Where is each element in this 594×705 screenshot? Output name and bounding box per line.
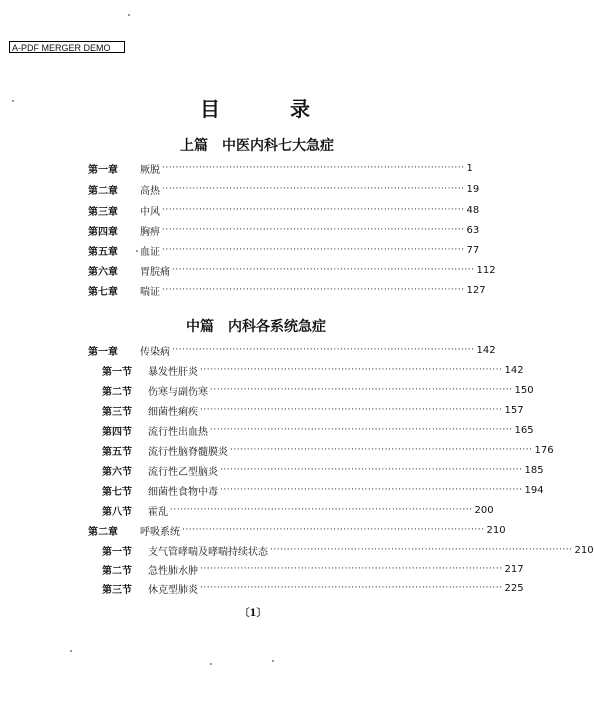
page-ref: 150 bbox=[514, 384, 534, 396]
dot-leader: ·························································································· bbox=[200, 564, 503, 574]
page-ref: 48 bbox=[466, 204, 480, 216]
chapter-title: 传染病 bbox=[140, 346, 170, 358]
toc-entry[interactable] bbox=[88, 242, 480, 258]
section-label: 第二节 bbox=[102, 565, 132, 577]
part1-heading-title: 中医内科七大急症 bbox=[222, 138, 334, 154]
chapter-label: 第四章 bbox=[88, 226, 118, 238]
dot-leader: ·························································································· bbox=[162, 205, 465, 215]
toc-entry[interactable] bbox=[102, 502, 494, 518]
chapter-label: 第七章 bbox=[88, 286, 118, 298]
page-ref: 127 bbox=[466, 284, 486, 296]
section-title: 流行性脑脊髓膜炎 bbox=[148, 446, 228, 458]
dot-leader: ·························································································· bbox=[220, 485, 523, 495]
toc-entry[interactable] bbox=[102, 561, 524, 577]
part2-heading-label: 中篇 bbox=[186, 319, 214, 335]
toc-entry[interactable] bbox=[102, 462, 544, 478]
chapter-title: 呼吸系统 bbox=[140, 526, 180, 538]
section-title: 细菌性食物中毒 bbox=[148, 486, 218, 498]
page-ref: 225 bbox=[504, 582, 524, 594]
part1-heading bbox=[180, 135, 334, 155]
page-ref: 210 bbox=[486, 524, 506, 536]
page-ref: 217 bbox=[504, 563, 524, 575]
section-title: 流行性乙型脑炎 bbox=[148, 466, 218, 478]
section-label: 第二节 bbox=[102, 386, 132, 398]
dot-leader: ·························································································· bbox=[230, 445, 533, 455]
toc-entry[interactable] bbox=[102, 362, 524, 378]
toc-entry[interactable] bbox=[102, 422, 534, 438]
scan-speck bbox=[12, 100, 14, 102]
dot-leader: ·························································································· bbox=[200, 405, 503, 415]
page-title bbox=[200, 93, 310, 119]
page-ref: 142 bbox=[476, 344, 496, 356]
dot-leader: ·························································································· bbox=[220, 465, 523, 475]
section-label: 第一节 bbox=[102, 366, 132, 378]
toc-entry[interactable] bbox=[102, 402, 524, 418]
dot-leader: ·························································································· bbox=[162, 184, 465, 194]
section-title: 伤寒与副伤寒 bbox=[148, 386, 208, 398]
watermark-label: A-PDF MERGER DEMO bbox=[9, 41, 125, 53]
page-ref: 112 bbox=[476, 264, 496, 276]
dot-leader: ·························································································· bbox=[170, 505, 473, 515]
page-ref: 1 bbox=[466, 162, 473, 174]
toc-entry[interactable] bbox=[88, 522, 506, 538]
dot-leader: ·························································································· bbox=[200, 365, 503, 375]
chapter-label: 第五章 bbox=[88, 246, 118, 258]
page-ref: 165 bbox=[514, 424, 534, 436]
toc-entry[interactable] bbox=[88, 181, 480, 197]
page-ref: 142 bbox=[504, 364, 524, 376]
chapter-title: 胸痹 bbox=[140, 226, 160, 238]
part2-heading bbox=[186, 316, 326, 336]
chapter-title: 高热 bbox=[140, 185, 160, 197]
chapter-label: 第二章 bbox=[88, 185, 118, 197]
chapter-label: 第一章 bbox=[88, 346, 118, 358]
section-label: 第三节 bbox=[102, 584, 132, 596]
scan-speck bbox=[128, 14, 130, 16]
section-title: 流行性出血热 bbox=[148, 426, 208, 438]
page-ref: 157 bbox=[504, 404, 524, 416]
dot-leader: ·························································································· bbox=[182, 525, 485, 535]
section-title: 支气管哮喘及哮喘持续状态 bbox=[148, 546, 268, 558]
toc-entry[interactable] bbox=[102, 482, 544, 498]
toc-entry[interactable] bbox=[102, 442, 554, 458]
chapter-title: 喘证 bbox=[140, 286, 160, 298]
page-ref: 176 bbox=[534, 444, 554, 456]
section-label: 第七节 bbox=[102, 486, 132, 498]
toc-entry[interactable] bbox=[102, 382, 534, 398]
section-label: 第四节 bbox=[102, 426, 132, 438]
toc-entry[interactable] bbox=[88, 282, 486, 298]
section-label: 第三节 bbox=[102, 406, 132, 418]
toc-entry[interactable] bbox=[102, 580, 524, 596]
scan-speck bbox=[210, 663, 212, 665]
section-label: 第五节 bbox=[102, 446, 132, 458]
page-ref: 200 bbox=[474, 504, 494, 516]
title-char-2: 录 bbox=[290, 97, 310, 121]
dot-leader: ·························································································· bbox=[210, 425, 513, 435]
toc-entry[interactable] bbox=[88, 202, 480, 218]
dot-leader: ·························································································· bbox=[270, 545, 573, 555]
toc-entry[interactable] bbox=[88, 262, 496, 278]
dot-leader: ·························································································· bbox=[162, 163, 465, 173]
title-char-1: 目 bbox=[200, 97, 220, 121]
section-label: 第一节 bbox=[102, 546, 132, 558]
toc-entry[interactable] bbox=[102, 542, 594, 558]
section-title: 细菌性痢疾 bbox=[148, 406, 198, 418]
chapter-label: 第三章 bbox=[88, 206, 118, 218]
page-ref: 194 bbox=[524, 484, 544, 496]
scan-speck bbox=[70, 650, 72, 652]
toc-entry[interactable] bbox=[88, 160, 473, 176]
page-ref: 210 bbox=[574, 544, 594, 556]
scan-speck bbox=[136, 250, 138, 252]
part1-heading-label: 上篇 bbox=[180, 138, 208, 154]
dot-leader: ·························································································· bbox=[172, 265, 475, 275]
chapter-title: 血证 bbox=[140, 246, 160, 258]
toc-entry[interactable] bbox=[88, 342, 496, 358]
dot-leader: ·························································································· bbox=[162, 245, 465, 255]
toc-entry[interactable] bbox=[88, 222, 480, 238]
dot-leader: ·························································································· bbox=[162, 285, 465, 295]
section-label: 第六节 bbox=[102, 466, 132, 478]
dot-leader: ·························································································· bbox=[200, 583, 503, 593]
page-ref: 63 bbox=[466, 224, 480, 236]
chapter-label: 第一章 bbox=[88, 164, 118, 176]
dot-leader: ·························································································· bbox=[210, 385, 513, 395]
chapter-title: 厥脱 bbox=[140, 164, 160, 176]
section-label: 第八节 bbox=[102, 506, 132, 518]
chapter-title: 胃脘痛 bbox=[140, 266, 170, 278]
dot-leader: ·························································································· bbox=[172, 345, 475, 355]
section-title: 休克型肺炎 bbox=[148, 584, 198, 596]
scan-speck bbox=[272, 660, 274, 662]
page-ref: 77 bbox=[466, 244, 480, 256]
section-title: 霍乱 bbox=[148, 506, 168, 518]
page-ref: 185 bbox=[524, 464, 544, 476]
dot-leader: ·························································································· bbox=[162, 225, 465, 235]
section-title: 暴发性肝炎 bbox=[148, 366, 198, 378]
page-number: 〔1〕 bbox=[239, 608, 267, 619]
chapter-label: 第二章 bbox=[88, 526, 118, 538]
section-title: 急性肺水肿 bbox=[148, 565, 198, 577]
chapter-title: 中风 bbox=[140, 206, 160, 218]
chapter-label: 第六章 bbox=[88, 266, 118, 278]
part2-heading-title: 内科各系统急症 bbox=[228, 319, 326, 335]
page-ref: 19 bbox=[466, 183, 480, 195]
